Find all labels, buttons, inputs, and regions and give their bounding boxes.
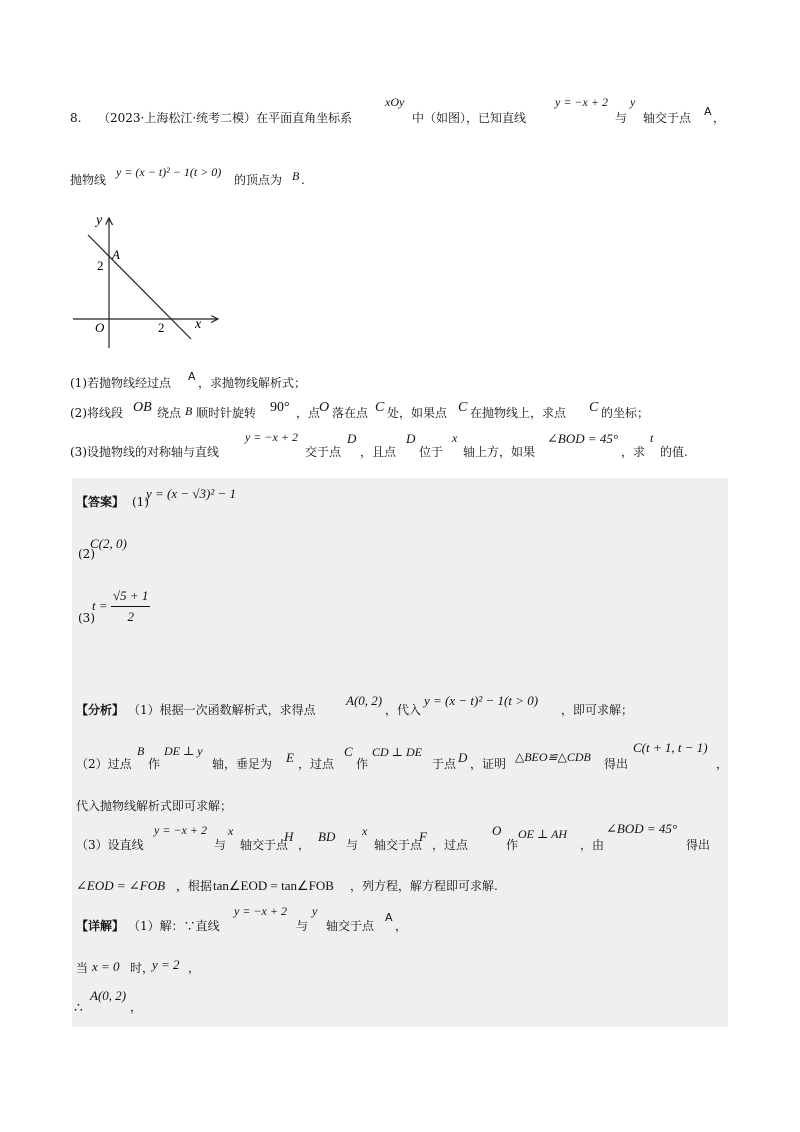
answer-2-equation: C(2, 0) bbox=[90, 536, 127, 551]
analysis-text: 与 bbox=[214, 838, 227, 852]
axis-label: x bbox=[362, 824, 368, 838]
analysis-text: ，过点 bbox=[298, 757, 335, 771]
parabola-equation: y = (x − t)² − 1(t > 0) bbox=[116, 165, 222, 179]
answer-3-lhs: t = bbox=[92, 598, 108, 613]
math-expr: x = 0 bbox=[92, 959, 120, 974]
analysis-text: 作 bbox=[356, 757, 369, 771]
answer-2-number: (2) bbox=[78, 547, 95, 561]
point-label: C bbox=[458, 400, 468, 415]
problem-text: 的顶点为 bbox=[234, 173, 283, 187]
math-expr: tan∠EOD = tan∠FOB bbox=[213, 878, 334, 893]
analysis-text: ，列方程，解方程即可求解. bbox=[350, 879, 498, 893]
analysis-text: 轴，垂足为 bbox=[212, 757, 273, 771]
problem-text: 与 bbox=[615, 111, 628, 125]
point-label: B bbox=[292, 169, 300, 183]
detail-text: 时， bbox=[130, 961, 155, 975]
question-3: 轴上方，如果 bbox=[463, 445, 536, 459]
question-2: 的坐标； bbox=[601, 406, 650, 420]
angle-condition: ∠BOD = 45° bbox=[547, 431, 619, 446]
coordinate-figure bbox=[68, 208, 228, 358]
analysis-text: ，过点 bbox=[432, 838, 469, 852]
detail-text: 轴交于点 bbox=[326, 919, 375, 933]
answer-1-number: (1) bbox=[132, 495, 149, 509]
question-3: 的值. bbox=[660, 445, 688, 459]
question-3: ，且点 bbox=[360, 445, 397, 459]
question-2: 处，如果点 bbox=[387, 406, 448, 420]
question-3: 位于 bbox=[419, 445, 444, 459]
analysis-text: ，代入 bbox=[385, 703, 422, 717]
analysis-text: 轴交于点 bbox=[374, 838, 423, 852]
y-axis-label: y bbox=[96, 213, 103, 228]
axis-label: y bbox=[312, 904, 318, 918]
question-2: (2)将线段 bbox=[70, 406, 123, 420]
analysis-text: 得出 bbox=[604, 757, 629, 771]
point-label: C bbox=[344, 744, 353, 759]
math-expr: CD ⊥ DE bbox=[372, 745, 422, 759]
math-expr: OE ⊥ AH bbox=[518, 827, 568, 841]
segment-label: BD bbox=[318, 829, 336, 844]
analysis-tag: 【分析】 bbox=[76, 703, 125, 717]
axis-label: y bbox=[630, 95, 636, 109]
fraction-numerator: √5 + 1 bbox=[111, 588, 150, 607]
analysis-text: （1）根据一次函数解析式，求得点 bbox=[128, 703, 316, 717]
analysis-text: 代入抛物线解析式即可求解； bbox=[76, 799, 233, 813]
math-expr: A(0, 2) bbox=[346, 693, 383, 708]
problem-source: （2023·上海松江·统考二模）在平面直角坐标系 bbox=[98, 111, 353, 125]
analysis-text: 于点 bbox=[432, 757, 457, 771]
detail-text: 与 bbox=[296, 919, 309, 933]
detail-text: ， bbox=[395, 919, 408, 933]
problem-text: 轴交于点 bbox=[643, 111, 692, 125]
analysis-text: 作 bbox=[148, 757, 161, 771]
analysis-text: （3）设直线 bbox=[76, 838, 144, 852]
problem-text: ， bbox=[713, 111, 726, 125]
problem-text: 抛物线 bbox=[70, 173, 107, 187]
point-label: A bbox=[188, 370, 196, 383]
axis-label: x bbox=[452, 431, 458, 445]
question-2: 绕点 bbox=[157, 406, 182, 420]
therefore-symbol: ∴ bbox=[74, 1000, 83, 1016]
answer-3-fraction bbox=[111, 588, 150, 625]
detail-text: ， bbox=[130, 1000, 143, 1014]
point-label: H bbox=[284, 829, 294, 844]
point-label: B bbox=[185, 404, 193, 418]
analysis-text: ，根据 bbox=[176, 879, 213, 893]
plane-label: xOy bbox=[385, 95, 405, 109]
point-label: D bbox=[406, 431, 416, 446]
analysis-text: 与 bbox=[346, 838, 359, 852]
line-equation: y = −x + 2 bbox=[555, 95, 608, 109]
math-expr: y = 2 bbox=[152, 957, 180, 972]
math-expr: A(0, 2) bbox=[90, 988, 127, 1003]
problem-text: . bbox=[301, 173, 305, 187]
question-1: ，求抛物线解析式； bbox=[198, 376, 307, 390]
angle-value: 90° bbox=[270, 400, 290, 415]
point-label: C bbox=[589, 400, 599, 415]
detail-tag: 【详解】 bbox=[76, 919, 125, 933]
analysis-text: ， bbox=[298, 838, 311, 852]
point-label: E bbox=[286, 750, 294, 765]
answer-tag: 【答案】 bbox=[76, 495, 125, 509]
problem-text: 中（如图），已知直线 bbox=[412, 111, 527, 125]
analysis-text: ，证明 bbox=[470, 757, 507, 771]
point-label: A bbox=[385, 911, 393, 924]
analysis-text: ，由 bbox=[580, 838, 605, 852]
analysis-text: ，即可求解； bbox=[561, 703, 634, 717]
math-expr: ∠EOD = ∠FOB bbox=[76, 878, 166, 893]
analysis-text: 作 bbox=[506, 838, 519, 852]
point-label: O bbox=[492, 823, 502, 838]
detail-text: ， bbox=[188, 961, 201, 975]
question-2: 顺时针旋转 bbox=[196, 406, 257, 420]
question-3: (3)设抛物线的对称轴与直线 bbox=[70, 445, 219, 459]
answer-1-equation: y = (x − √3)² − 1 bbox=[146, 486, 237, 501]
point-label: D bbox=[347, 431, 357, 446]
question-3: ，求 bbox=[621, 445, 646, 459]
math-expr: C(t + 1, t − 1) bbox=[633, 740, 708, 755]
math-expr: △BEO≌△CDB bbox=[515, 750, 591, 764]
math-expr: y = (x − t)² − 1(t > 0) bbox=[424, 693, 539, 708]
question-2: 落在点 bbox=[332, 406, 369, 420]
angle-condition: ∠BOD = 45° bbox=[606, 821, 678, 836]
line-equation: y = −x + 2 bbox=[245, 430, 298, 444]
point-label: O bbox=[319, 400, 330, 415]
fraction-denominator: 2 bbox=[127, 609, 134, 624]
detail-text: 当 bbox=[76, 961, 89, 975]
point-label: F bbox=[419, 829, 427, 844]
variable-label: t bbox=[650, 431, 654, 445]
y-tick-label: 2 bbox=[97, 258, 104, 273]
question-2: 在抛物线上，求点 bbox=[470, 406, 567, 420]
detail-text: （1）解：∵直线 bbox=[128, 919, 220, 933]
axis-label: x bbox=[228, 824, 234, 838]
math-expr: DE ⊥ y bbox=[164, 744, 203, 758]
analysis-text: ， bbox=[716, 757, 729, 771]
line-equation: y = −x + 2 bbox=[234, 904, 287, 918]
point-label: A bbox=[704, 105, 712, 118]
segment-label: OB bbox=[133, 400, 152, 415]
point-label: C bbox=[375, 400, 385, 415]
question-2: ，点 bbox=[296, 406, 321, 420]
analysis-text: 得出 bbox=[686, 838, 711, 852]
point-label: D bbox=[458, 750, 468, 765]
question-3: 交于点 bbox=[305, 445, 342, 459]
question-1: (1)若抛物线经过点 bbox=[70, 376, 171, 390]
problem-number: 8. bbox=[70, 111, 82, 125]
origin-label: O bbox=[95, 320, 105, 335]
point-label: B bbox=[137, 744, 145, 758]
analysis-text: （2）过点 bbox=[76, 757, 132, 771]
answer-3-number: (3) bbox=[78, 611, 95, 625]
point-a-label: A bbox=[112, 247, 120, 262]
line-equation: y = −x + 2 bbox=[154, 823, 207, 837]
x-tick-label: 2 bbox=[158, 320, 165, 335]
x-axis-label: x bbox=[195, 317, 202, 332]
analysis-text: 轴交于点 bbox=[240, 838, 289, 852]
